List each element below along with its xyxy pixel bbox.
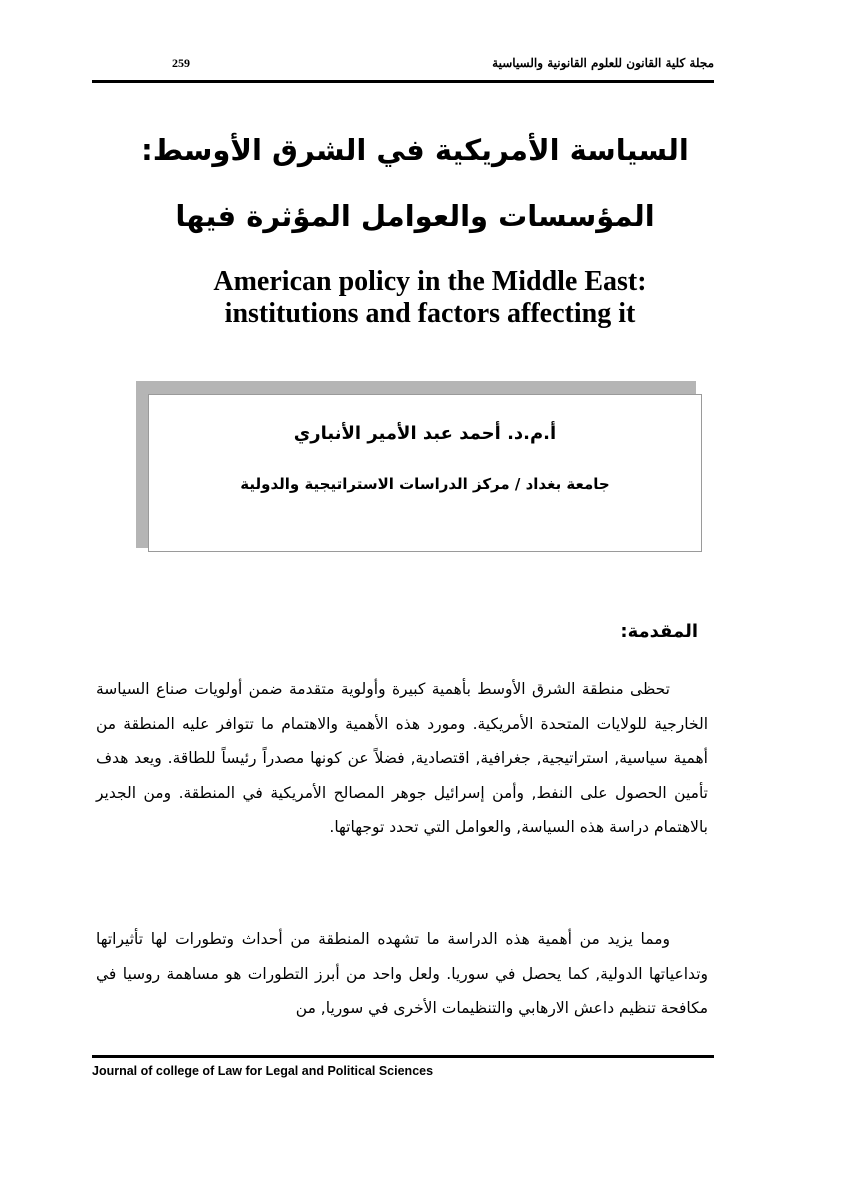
english-title-line-1: American policy in the Middle East: [213, 266, 647, 297]
english-title-line-2: institutions and factors affecting it [224, 298, 636, 329]
journal-name-english: Journal of college of Law for Legal and Political Sciences [92, 1064, 434, 1078]
author-name: أ.م.د. أحمد عبد الأمير الأنباري [293, 423, 557, 444]
page-number: 259 [172, 56, 190, 70]
body-paragraph-2: ومما يزيد من أهمية هذه الدراسة ما تشهده المنطقة من أحداث وتطورات لها تأثيراتها وتداعياتها الدولية, كما يحصل في سوريا. ولعل واحد من أبرز التطورات هو مساهمة روسيا في مكافحة تنظيم داعش الارهابي والتنظيمات الأخرى في سوريا, من [96, 930, 708, 1017]
author-affiliation: جامعة بغداد / مركز الدراسات الاستراتيجية والدولية [240, 475, 610, 493]
footer-divider [92, 1055, 714, 1058]
header-divider [92, 80, 714, 83]
arabic-title-line-1: السياسة الأمريكية في الشرق الأوسط: [141, 133, 689, 167]
page-header [92, 56, 714, 80]
section-heading: المقدمة: [620, 621, 698, 642]
body-paragraph-1: تحظى منطقة الشرق الأوسط بأهمية كبيرة وأولوية متقدمة ضمن أولويات صناع السياسة الخارجية للولايات المتحدة الأمريكية. ومورد هذه الأهمية والاهتمام ما تتوافر عليه المنطقة من أهمية سياسية, استراتيجية, جغرافية, اقتصادية, فضلاً عن كونها مصدراً رئيساً للطاقة. ويعد هدف تأمين الحصول على النفط, وأمن إسرائيل جوهر المصالح الأمريكية في المنطقة. ومن الجدير بالاهتمام دراسة هذه السياسة, والعوامل التي تحدد توجهاتها. [96, 680, 708, 836]
journal-name-arabic: مجلة كلية القانون للعلوم القانونية والسياسية [492, 56, 714, 70]
author-box [148, 394, 702, 552]
english-title [150, 266, 710, 330]
arabic-title-line-2: المؤسسات والعوامل المؤثرة فيها [175, 199, 655, 233]
